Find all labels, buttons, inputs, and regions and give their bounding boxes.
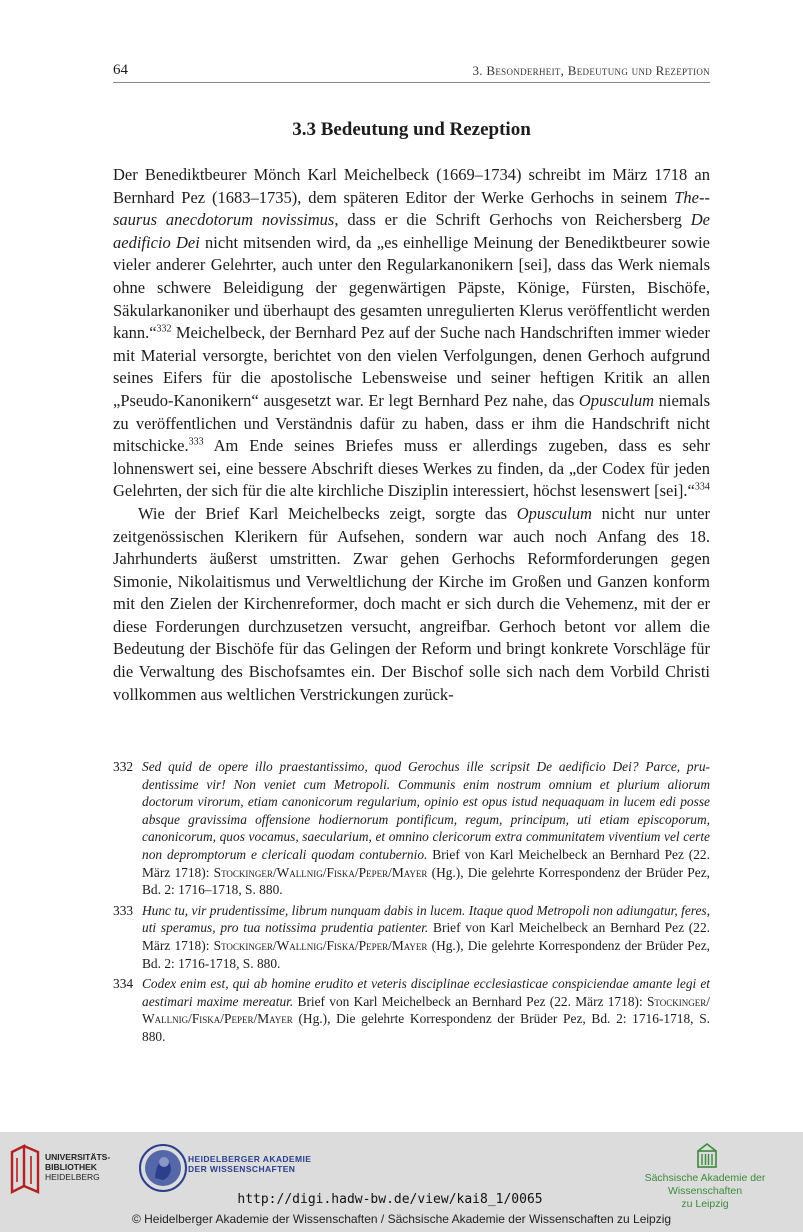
footnotes: [113, 758, 710, 1049]
footnote-ref-text: (Hg.), Die gelehrte Korrespondenz der Brüder Pez, Bd. 2: 1716–1718, S. 880.: [142, 864, 710, 898]
italic-title: Opusculum: [516, 503, 592, 523]
text-run: , dass er die Schrift Gerhochs von Reichersberg: [334, 210, 691, 230]
copyright-notice: © Heidelberger Akademie der Wissenschaften / Sächsische Akademie der Wissenschaften zu Leipzig: [131, 1212, 672, 1226]
text-run: nicht nur unter zeitgenössischen Klerikern für Aufsehen, sondern war auch noch Anfang des 18. Jahrhunderts äußerst umstritten. Zwar gehen Gerhochs Reformforderungen gegen Simonie, Nikolaitismus und Verweltlichung der Kirche im Großen und Ganzen konform mit den Zielen der Kirchenreformer, doch macht er sich durch die Vehemenz, mit der er diese Forderungen durchzusetzen versucht, angreifbar. Gerhoch betont vor allem die Bedeutung der Bischöfe für das Gelingen der Reform und bringt konkrete Vorschläge für die Verwaltung des Bischofsamtes ein. Der Bischof solle sich nach dem Vorbild Christi vollkommen aus weltlichen Verstrickungen zurück-: [113, 503, 711, 704]
footnote-ref-text: Brief von Karl Meichelbeck an Bernhard Pez (22. März 1718):: [142, 846, 710, 880]
logo-text: HEIDELBERGER AKADEMIE: [188, 1154, 312, 1164]
footnote-latin: Codex enim est, qui ab homine erudito et veteris disciplinae ecclesiasticae conspiciendae amante legi et aestimari maxime mereatur.: [142, 976, 710, 1009]
footnote-ref-text: Brief von Karl Meichelbeck an Bernhard Pez (22. März 1718):: [142, 920, 710, 953]
footnote-latin: Hunc tu, vir prudentissime, librum nunquam dabis in lucem. Itaque quod Metropoli non adiungatur, feres, uti speramus, pro tua notissima prudentia patienter.: [142, 902, 710, 936]
italic-title: The-saurus anecdotorum novissimus: [113, 187, 710, 230]
footnote-ref-text: (Hg.), Die gelehrte Korrespondenz der Brüder Pez, Bd. 2: 1716-1718, S. 880.: [142, 1011, 710, 1044]
footnote-ref[interactable]: 333: [188, 436, 204, 448]
text-run: niemals zu veröffentlichen und Verständnis dafür zu haben, dass er ihm die Handschrift nicht mitschicke.: [113, 390, 710, 456]
footnote-ref[interactable]: 332: [156, 323, 172, 335]
footnote-ref-text: Brief von Karl Meichelbeck an Bernhard Pez (22. März 1718):: [293, 993, 647, 1009]
footnote-latin: Sed quid de opere illo praestantissimo, quod Gerochus ille scripsit De aedificio Dei? Parce, prudentissime vir! Non veniet cum Metropoli. Communis enim nostrum omnium et plurium aliorum doctorum virorum, etiam canonicorum regularium, opinio est opus istud nequaquam in lucem edi posse absque gravissima offensione hodiernorum pontificum, regum, principum, uti etiam episcoporum, canonicorum, quos vocamus, saecularium, et omnino clericorum extra communitatem viventium vel certe non depromptorum e clericali quodam contubernio.: [142, 759, 710, 862]
academy-seal-logo[interactable]: [138, 1142, 188, 1194]
running-head: [113, 60, 710, 83]
logo-text: Sächsische Akademie der Wissenschaften: [644, 1172, 766, 1197]
digitization-footer: [0, 1132, 803, 1232]
running-title: 3. Besonderheit, Bedeutung und Rezeption: [472, 63, 710, 78]
page-number: 64: [113, 62, 128, 78]
footnote-ref-text: (Hg.), Die gelehrte Korrespondenz der Brüder Pez, Bd. 2: 1716-1718, S. 880.: [142, 937, 710, 971]
text-run: Meichelbeck, der Bernhard Pez auf der Suche nach Handschriften immer wieder mit Material versorgte, berichtet von den vielen Verfolgungen, denen Gerhoch aufgrund seines Eifers für die apostolische Lebensweise und seiner heftigen Kritik an allen „Pseudo-Kanonikern“ ausgesetzt war. Er legt Bernhard Pez nahe, das: [113, 323, 710, 410]
text-run: Am Ende seines Briefes muss er allerdings zugeben, dass es sehr lohnenswert sei, eine bessere Abschrift dieses Werkes zu finden, da „der Codex für jeden Gelehrten, der sich für die alte kirchliche Disziplin interessiert, höchst lesenswert [sei].“: [113, 436, 710, 501]
heidelberg-academy-name: [188, 1154, 311, 1174]
logo-text: UNIVERSITÄTS-: [45, 1152, 111, 1162]
italic-title: De aedificio Dei: [113, 210, 710, 252]
footnote: [113, 975, 710, 1045]
permalink-url[interactable]: http://digi.hadw-bw.de/view/kai8_1/0065: [237, 1192, 543, 1207]
logo-text: HEIDELBERG: [45, 1172, 100, 1182]
footnote-ref[interactable]: 334: [694, 481, 710, 493]
university-library-name: [45, 1152, 110, 1182]
footnote-number: 332: [113, 759, 134, 774]
text-run: Wie der Brief Karl Meichelbecks zeigt, sorgte das: [138, 503, 517, 523]
text-run: nicht mitsenden wird, da „es einhellige Meinung der Benediktbeurer sowie vieler anderer Gelehrter, auch unter den Regularkanonikern [sei], dass das Werk niemals ohne schwere Beleidigung der gegenwärtigen Päpste, Könige, Fürsten, Bischöfe, Säkularkanoniker und überhaupt des gesamten unregulierten Klerus veröffentlicht werden kann.“: [113, 232, 710, 343]
paragraph: [113, 164, 710, 503]
section-title: 3.3 Bedeutung und Rezeption: [292, 119, 531, 140]
italic-title: Opusculum: [578, 390, 655, 410]
saxon-academy-logo[interactable]: [695, 1142, 719, 1170]
footnote-number: 334: [113, 976, 134, 992]
logo-text: zu Leipzig: [681, 1198, 729, 1210]
text-run: Der Benediktbeurer Mönch Karl Meichelbeck (1669–1734) schreibt im März 1718 an Bernhard Pez (1683–1735), dem späteren Editor der Werke Gerhochs in seinem: [113, 165, 710, 207]
footnote: [113, 902, 710, 972]
footnote-number: 333: [113, 902, 134, 918]
footnote: [113, 758, 710, 899]
paragraph: [113, 503, 710, 706]
logo-text: DER WISSENSCHAFTEN: [188, 1164, 296, 1174]
body-text: [113, 164, 710, 706]
footnote-editors: Stockinger/Wallnig/Fiska/Peper/Mayer: [213, 937, 428, 953]
logo-text: BIBLIOTHEK: [45, 1162, 97, 1172]
footnote-editors: Stockinger/ Wallnig/Fiska/Peper/Mayer: [142, 993, 710, 1027]
footnote-editors: Stockinger/Wallnig/Fiska/Peper/Mayer: [213, 864, 428, 880]
